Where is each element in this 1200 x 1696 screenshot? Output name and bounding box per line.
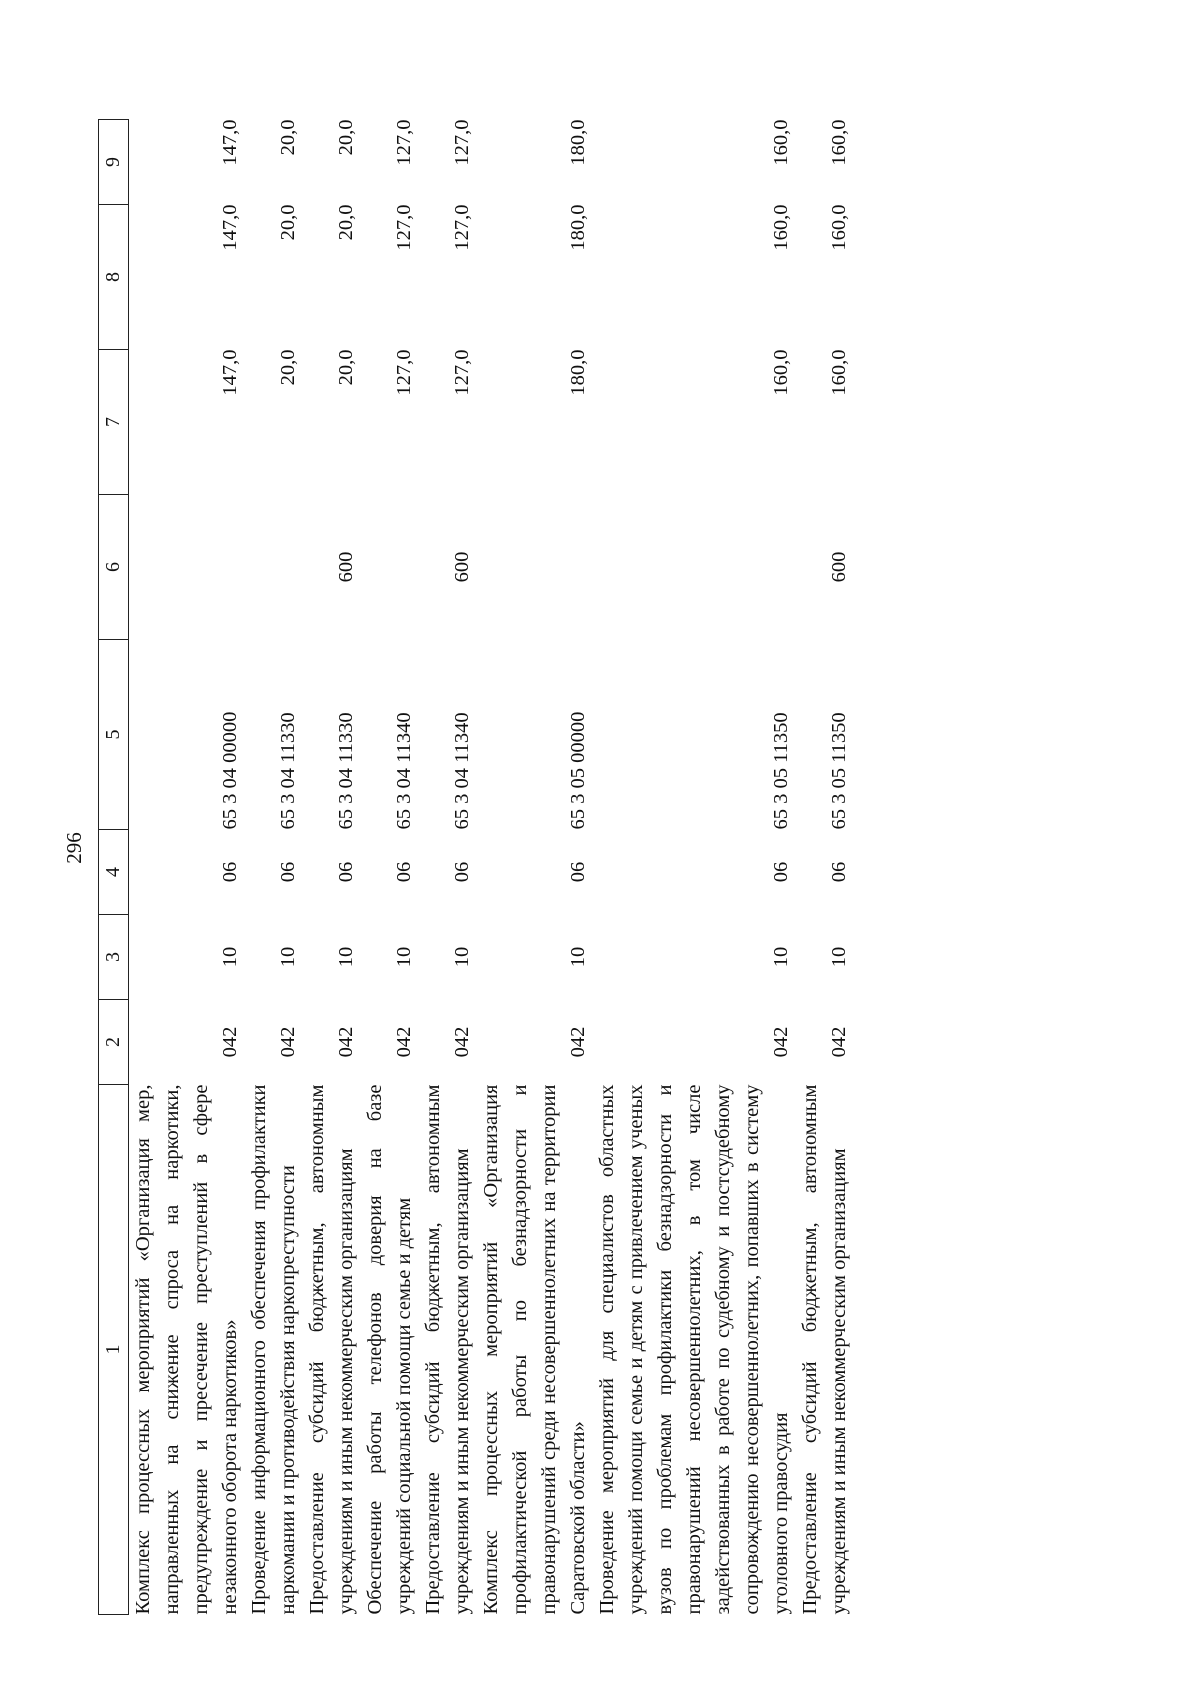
cell-col5: 65 3 04 11340 [393,712,415,830]
cell-col2: 042 [335,1026,357,1058]
cell-col6 [245,495,303,640]
cell-col6 [477,495,593,640]
column-header: 6 [99,495,129,640]
cell-col4: 06 [451,861,473,883]
cell-col7: 160,0 [770,349,792,396]
cell-col3: 10 [219,946,241,968]
column-header: 4 [99,830,129,915]
cell-col7: 127,0 [451,349,473,396]
cell-col4: 06 [770,861,792,883]
cell-col2: 042 [451,1026,473,1058]
cell-col9: 127,0 [451,119,473,166]
column-header: 5 [99,640,129,830]
cell-col4: 06 [828,861,850,883]
cell-col9: 20,0 [335,119,357,156]
cell-col5: 65 3 05 00000 [567,711,589,830]
cell-col4: 06 [219,861,241,883]
row-name: Проведение информационного обеспечения профилактики наркомании и противодействия наркопреступности [248,1084,299,1615]
cell-col3: 10 [770,946,792,968]
cell-col2: 042 [219,1026,241,1058]
header-row [99,120,129,1615]
cell-col4: 06 [393,861,415,883]
cell-col4: 06 [335,861,357,883]
cell-col8: 160,0 [828,204,850,251]
cell-col9: 180,0 [567,119,589,166]
cell-col9: 20,0 [277,119,299,156]
cell-col8: 147,0 [219,204,241,251]
table-row [477,120,593,1615]
cell-col3: 10 [335,946,357,968]
cell-col5: 65 3 04 11330 [277,712,299,830]
column-header: 9 [99,120,129,205]
row-name: Предоставление субсидий бюджетным, автономным учреждениям и иным некоммерческим организациям [422,1084,473,1615]
cell-col6: 600 [828,551,850,583]
table-row [245,120,303,1615]
cell-col7: 127,0 [393,349,415,396]
column-header: 2 [99,1000,129,1085]
cell-col3: 10 [828,946,850,968]
cell-col2: 042 [828,1026,850,1058]
cell-col8: 160,0 [770,204,792,251]
row-name: Комплекс процессных мероприятий «Организация профилактической работы по безнадзорности и правонарушений среди несовершеннолетних на территории Саратовской области» [480,1084,589,1615]
cell-col2: 042 [277,1026,299,1058]
cell-col6 [129,495,246,640]
cell-col8: 127,0 [393,204,415,251]
cell-col9: 127,0 [393,119,415,166]
table-row [361,120,419,1615]
cell-col8: 127,0 [451,204,473,251]
table-row [303,120,361,1615]
table-row [129,120,246,1615]
cell-col5: 65 3 04 00000 [219,711,241,830]
cell-col4: 06 [567,861,589,883]
cell-col8: 180,0 [567,204,589,251]
row-name: Предоставление субсидий бюджетным, автономным учреждениям и иным некоммерческим организациям [799,1084,850,1615]
cell-col7: 160,0 [828,349,850,396]
cell-col6: 600 [335,551,357,583]
cell-col5: 65 3 05 11350 [770,712,792,830]
cell-col2: 042 [567,1026,589,1058]
cell-col4: 06 [277,861,299,883]
row-name: Проведение мероприятий для специалистов областных учреждений помощи семье и детям с привлечением ученых вузов по проблемам профилактики безнадзорности и правонарушений несовершеннолетних, в том числе задействованных в работе по судебному и постсудебному сопровождению несовершеннолетних, попавших в систему уголовного правосудия [596,1084,792,1615]
table-row [796,120,854,1615]
cell-col9: 147,0 [219,119,241,166]
page-number: 296 [62,832,86,864]
cell-col3: 10 [567,946,589,968]
rotated-page [40,48,1160,1648]
cell-col8: 20,0 [335,204,357,241]
table-row [419,120,477,1615]
cell-col5: 65 3 04 11340 [451,712,473,830]
budget-table [98,119,854,1615]
row-name: Предоставление субсидий бюджетным, автономным учреждениям и иным некоммерческим организациям [306,1084,357,1615]
cell-col7: 180,0 [567,349,589,396]
cell-col9: 160,0 [770,119,792,166]
column-header: 8 [99,205,129,350]
row-name: Обеспечение работы телефонов доверия на базе учреждений социальной помощи семье и детям [364,1084,415,1615]
table-row [593,120,796,1615]
cell-col8: 20,0 [277,204,299,241]
cell-col3: 10 [451,946,473,968]
cell-col9: 160,0 [828,119,850,166]
cell-col2: 042 [770,1026,792,1058]
cell-col2: 042 [393,1026,415,1058]
cell-col5: 65 3 04 11330 [335,712,357,830]
cell-col6 [593,495,796,640]
cell-col5: 65 3 05 11350 [828,712,850,830]
cell-col7: 20,0 [277,349,299,386]
column-header: 1 [99,1085,129,1615]
cell-col7: 20,0 [335,349,357,386]
cell-col7: 147,0 [219,349,241,396]
cell-col6 [361,495,419,640]
cell-col3: 10 [277,946,299,968]
cell-col6: 600 [451,551,473,583]
column-header: 7 [99,350,129,495]
row-name: Комплекс процессных мероприятий «Организация мер, направленных на снижение спроса на наркотики, предупреждение и пресечение преступлений в сфере незаконного оборота наркотиков» [132,1084,241,1615]
cell-col3: 10 [393,946,415,968]
column-header: 3 [99,915,129,1000]
